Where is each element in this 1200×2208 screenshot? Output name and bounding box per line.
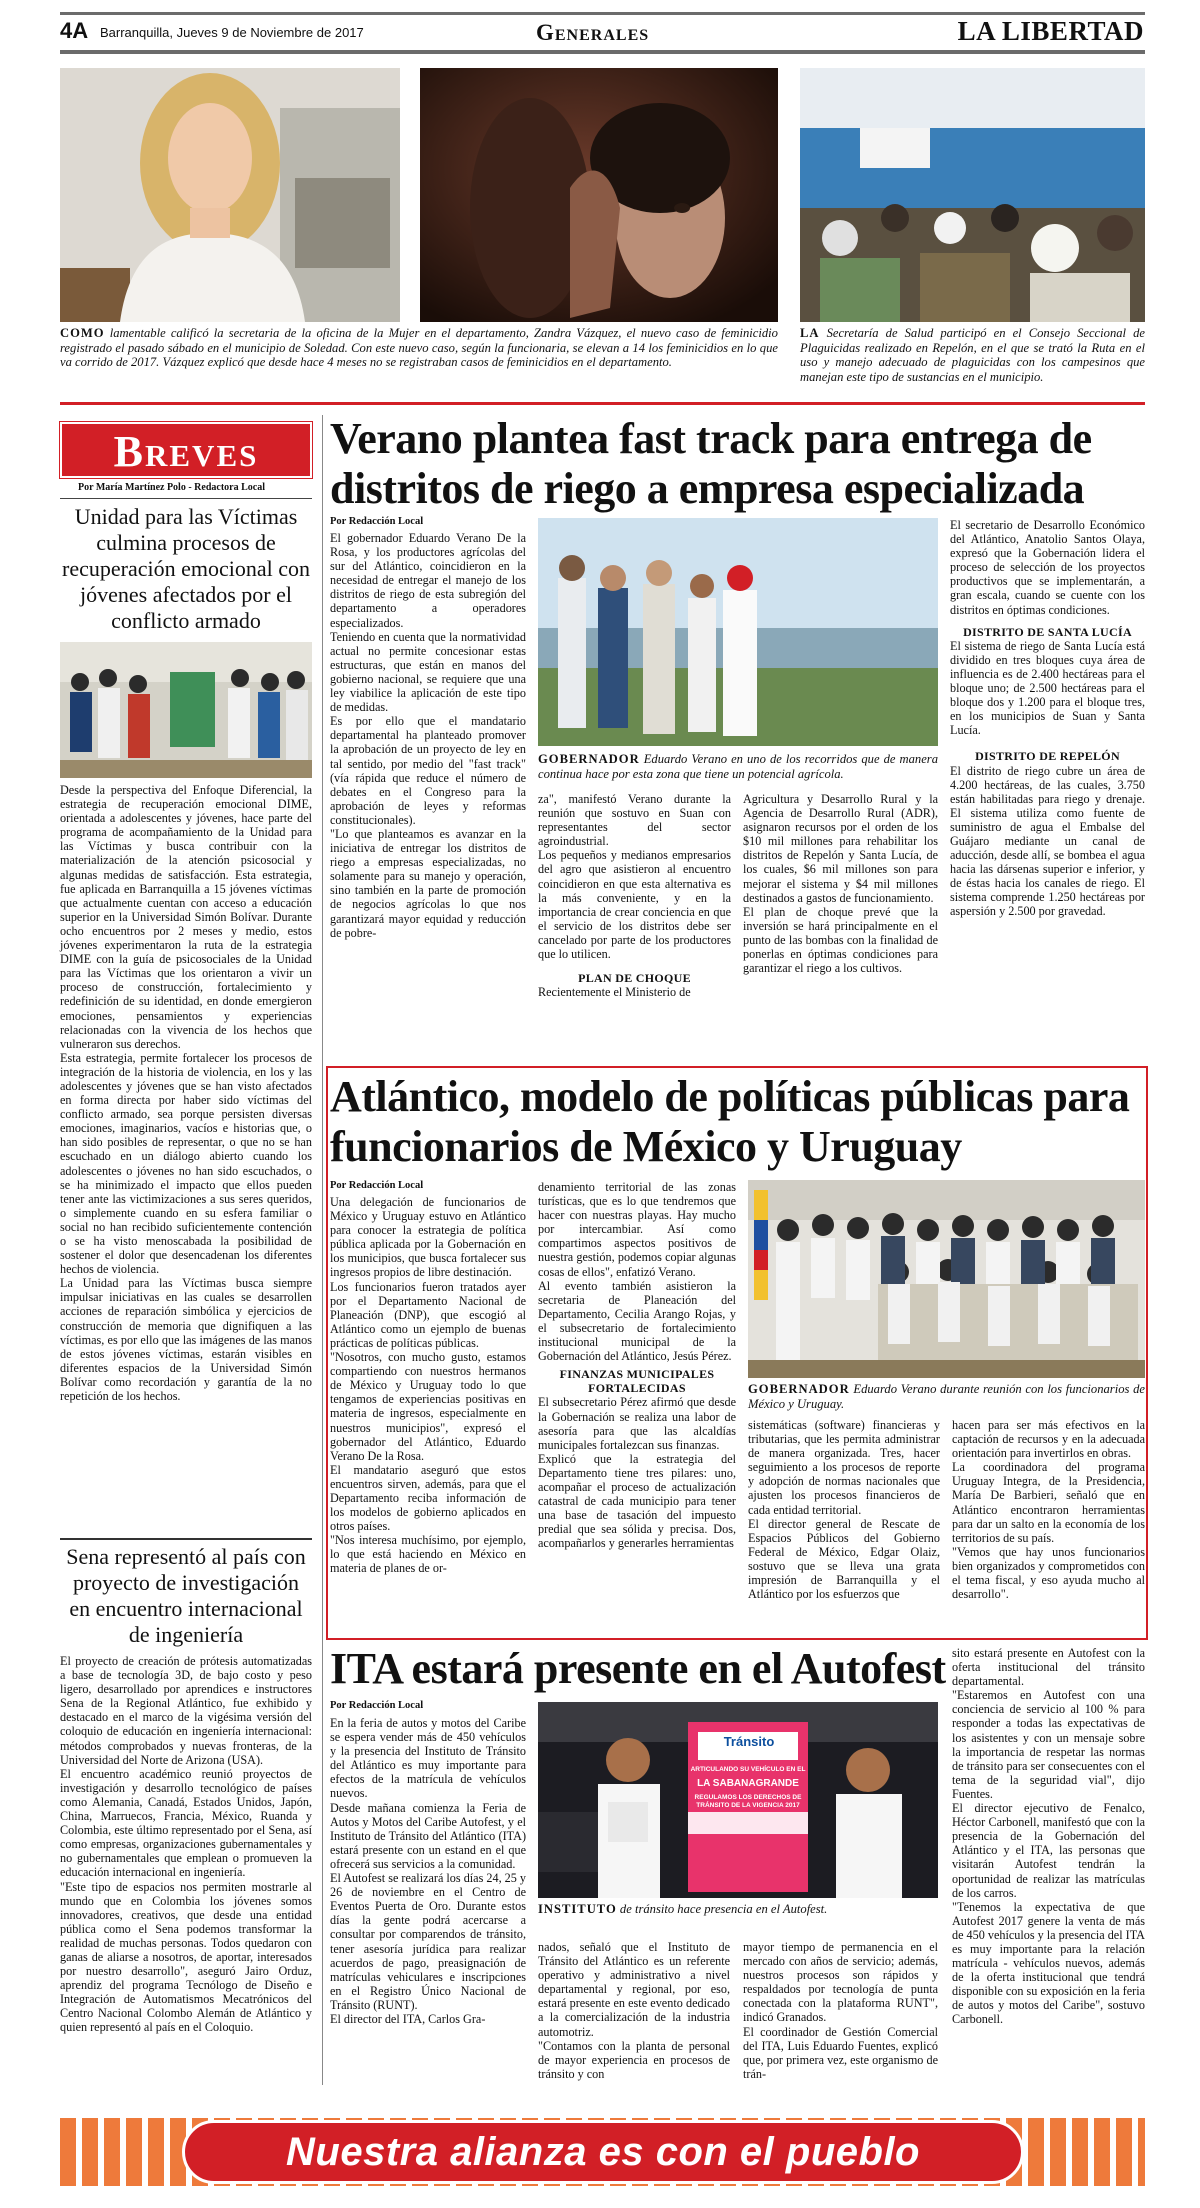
breves-banner <box>60 422 312 478</box>
sidebar-column-rule <box>322 415 323 2085</box>
banner-logo: Tránsito <box>723 1734 775 1749</box>
verano-byline: Por Redacción Local <box>330 516 424 527</box>
paragraph: La Unidad para las Víctimas busca siempre impulsar iniciativas en las cuales se desarrollen acciones de reparación simbólica y ejercicios de construcción de memoria que dignifiquen a las víctimas, es por ello que las imágenes de las manos de estos jóvenes víctimas, estarán visibles en diferentes espacios de la Universidad Simón Bolívar como recordación y garantía de la no repetición de los hechos. <box>60 1276 312 1404</box>
banner-line-3: REGULAMOS LOS DERECHOS DE <box>694 1794 802 1801</box>
paragraph: "Este tipo de espacios nos permiten mostrarle al mundo que en Colombia los jóvenes somos innovadores, creativos, que desde una entidad pública como el Sena podemos transformar la realidad de muchas personas. Todos quedaron con ganas de aliarse a nosotros, de aportar, interesados por nuestro desarrollo", aseguró Jairo Orduz, aprendiz del programa Tecnólogo de Diseño e Integración de Automatismos Mecatrónicos del Centro Nacional Colombo Alemán de Atlántico y quien representó al país en el Coloquio. <box>60 1879 312 2035</box>
ita-col-4: sito estará presente en Autofest con la oferta institucional del tránsito departamental. "Estaremos en Autofest con una conciencia de servicio al 100 % para responder a todas las expectativas de los asistentes y con un mensaje sobre la importancia de respetar las normas de tránsito para ser consecuentes con el tema de la seguridad vial", dijo Fuentes. El director ejecutivo de Fenalco, Héctor Carbonell, manifestó que con la presencia de la Gobernación del Atlántico y el ITA, las personas que visitarán Autofest tendrán la oportunidad de realizar las matrículas de los carros. "Tenemos la expectativa de que Autofest 2017 genere la venta de más de 450 vehículos y la presencia del ITA es muy importante para la relación matrícula - vehículos nuevos, además de la oferta institucional que tendrá disponible con su exposición en la feria de autos y motos del Caribe", sostuvo Carbonell. <box>952 1646 1145 2027</box>
ita-headline: ITA estará presente en el Autofest <box>330 1644 946 1693</box>
breves-divider <box>60 1538 312 1540</box>
breves-article-1 <box>60 783 312 1403</box>
caption-text: lamentable calificó la secretaria de la oficina de la Mujer en el departamento, Zandra Vázquez, el nuevo caso de feminicidio registrado el pasado sábado en el municipio de Soledad. Con este nuevo caso, según la funcionaria, se elevan a 14 los feminicidios en lo que va corrido de 2017. Vázquez explicó que desde hace 4 meses no se registraban casos de feminicidios en el departamento. <box>60 326 778 369</box>
paragraph: El sistema de riego de Santa Lucía está dividido en tres bloques cuya área de influencia es de 2.400 hectáreas para el bloque uno; de 2.500 hectáreas para el bloque dos y 1.200 para el bloque tres, en los municipios de Suan y Santa Lucía. <box>950 638 1145 738</box>
photo-verano-tour <box>538 518 938 746</box>
atlantico-photo-caption <box>748 1382 1145 1411</box>
photo-zandra-vazquez <box>60 68 400 322</box>
atlantico-col-3: sistemáticas (software) financieras y tributarias, que les permita administrar de manera organizada. Tres, hacer seguimiento a los procesos de reporte y adopción de normas nacionales que ajusten los procesos financieros de cada entidad territorial. El director general de Rescate de Espacios Públicos del Gobierno Federal de México, Edgar Olaiz, sostuvo que se lleva una grata impresión de Barranquilla y el Atlántico por los esfuerzos que <box>748 1418 940 1602</box>
caption-lead: COMO <box>60 326 105 340</box>
photo-plaguicidas-meeting <box>800 68 1145 322</box>
paragraph: za", manifestó Verano durante la reunión que sostuvo en Suan con representantes del sector agroindustrial. Los pequeños y medianos empresarios del agro que asistieron al encuentro coincidieron en que esta alternativa es la más conveniente, y en la importancia de crear conciencia en que el servicio de los distritos debe ser cancelado por parte de los productores que lo utilicen. <box>538 792 731 962</box>
caption-zandra <box>60 326 778 370</box>
paragraph: Desde la perspectiva del Enfoque Diferencial, la estrategia de recuperación emocional DIME, orientada a adolescentes y jóvenes, hace parte del programa de acompañamiento de la Unidad para las Víctimas y busca contribuir con la materialización de la atención psicosocial y algunas medidas de satisfacción. Esta estrategia, fue aplicada en Barranquilla a 15 jóvenes víctimas que actualmente cuentan con acceso a educación superior en la Universidad Simón Bolívar. Durante ocho encuentros por 2 meses y medio, estos jóvenes experimentaron la ruta de la estrategia DIME con la guía de psicosociales de la Unidad para las Víctimas que los orientaron a vivir un proceso de construcción, fortalecimiento y redefinición de su identidad, en donde emergieron emociones, pensamientos y experiencias relacionadas con la vivencia de los hechos que vulneraron sus derechos. <box>60 783 312 1051</box>
caption-text: Eduardo Verano en uno de los recorridos que de manera continua hace por esta zona que tiene un potencial agrícola. <box>538 752 938 781</box>
top-section-divider <box>60 402 1145 405</box>
verano-col-1: El gobernador Eduardo Verano De la Rosa, y los productores agrícolas del sur del Atlántico, coincidieron en la necesidad de entregar el manejo de los distritos de riego de esta subregión del departamento a operadores especializados. Teniendo en cuenta que la normatividad actual no permite concesionar estas estructuras, que están en manos del gobierno nacional, se requiere que una ley viabilice la aplicación de este tipo de medidas. Es por ello que el mandatario departamental ha planteado promover la aprobación de un proyecto de ley en tal sentido, por medio del "fast track" (vía rápida que reduce el número de debates en el Congreso para la aprobación de leyes y reformas constitucionales). "Lo que planteamos es avanzar en la iniciativa de entregar los distritos de riego a empresas especializadas, no solamente para su manejo y operación, sino también en la parte de promoción de negocios agrícolas lo que nos garantizará mayor equidad y reducción de pobre- <box>330 531 526 940</box>
caption-lead: LA <box>800 326 820 340</box>
caption-text: Secretaría de Salud participó en el Consejo Seccional de Plaguicidas realizado en Repelón, en el que se trató la Ruta en el uso y manejo adecuado de plaguicidas con los campesinos que manejan este tipo de sustancias en el municipio. <box>800 326 1145 384</box>
breves-title: Breves <box>113 427 259 476</box>
atlantico-byline: Por Redacción Local <box>330 1180 424 1191</box>
paragraph: denamiento territorial de las zonas turísticas, que es lo que tendremos que hacer con nuestras playas. Hay mucho por intercambiar. Así como compartimos aspectos positivos de nuestra gestión, podemos copiar algunas cosas de ellos", enfatizó Verano. Al evento también asistieron la secretaria de Planeación del Departamento, Cecilia Arango Rojas, y el subsecretario de fortalecimiento institucional municipal de la Gobernación del Atlántico, Jesús Pérez. <box>538 1180 736 1364</box>
atlantico-headline: Atlántico, modelo de políticas públicas para funcionarios de México y Uruguay <box>330 1072 1130 1171</box>
photo-victimas-youth <box>60 642 312 778</box>
subheading-santa-lucia: DISTRITO DE SANTA LUCÍA <box>963 624 1132 639</box>
group-photo-illustration <box>60 642 312 778</box>
breves-byline-rule <box>60 498 312 499</box>
ita-col-3: mayor tiempo de permanencia en el mercado con años de servicio; además, nuestros procesos son rápidos y respaldados por tecnología de punta conectada con la plataforma RUNT", indicó Granados. El coordinador de Gestión Comercial del ITA, Luis Eduardo Fuentes, explicó que, por primera vez, este organismo de trán- <box>743 1940 938 2081</box>
photo-feminicide <box>420 68 778 322</box>
breves-headline-2: Sena representó al país con proyecto de investigación en encuentro internacional de ingeniería <box>66 1544 306 1647</box>
caption-text: de tránsito hace presencia en el Autofest. <box>619 1902 828 1916</box>
caption-lead: GOBERNADOR <box>748 1382 850 1396</box>
subheading-finanzas: FINANZAS MUNICIPALES FORTALECIDAS <box>559 1367 715 1396</box>
paragraph: El encuentro académico reunió proyectos de investigación y desarrollo tecnológico de países como Alemania, Canadá, Estados Unidos, Japón, China, Marruecos, Francia, México, Ruanda y Colombia, este último representado por el Sena, así como empresas, organizaciones gubernamentales y no gubernamentales que emplean o promueven la educación internacional en ingeniería. <box>60 1766 312 1880</box>
field-visit-illustration <box>538 518 938 746</box>
caption-lead: INSTITUTO <box>538 1902 617 1916</box>
verano-col-4 <box>950 518 1145 919</box>
caption-lead: GOBERNADOR <box>538 752 640 766</box>
woman-hand-illustration <box>420 68 778 322</box>
banner-line-4: TRÁNSITO DE LA VIGENCIA 2017 <box>696 1802 800 1809</box>
section-name: Generales <box>536 20 650 45</box>
verano-col-2 <box>538 792 731 999</box>
banner-line-2: LA SABANAGRANDE <box>697 1778 799 1789</box>
breves-byline: Por María Martínez Polo - Redactora Local <box>78 482 265 493</box>
ita-byline: Por Redacción Local <box>330 1700 424 1711</box>
paragraph: El secretario de Desarrollo Económico del Atlántico, Anatolio Santos Olaya, expresó que la Gobernación lidera el proceso de selección de los proyectos productivos que se implementarán, a gran escala, cuando se cuente con los distritos en óptimas condiciones. <box>950 518 1145 617</box>
paragraph: Esta estrategia, permite fortalecer los procesos de integración de la historia de violencia, en los y las adolescentes y jóvenes que se han visto afectados en forma directa por haber sido víctimas del conflicto armado, sea porque persisten diversas emociones, imaginarios, vacíos e historias que, o han sido posibles de representar, o que no se han escuchado en un diálogo abierto cuando los adolescentes o jóvenes no han sido escuchados, o se ha minimizado el impacto que ellos pueden tener ante las victimizaciones a sus seres queridos, o simplemente cuando en su esfera familiar o social no han recibido suficientemente contención o se ha visto menoscabada la posibilidad de sostener el dolor que desencadenan los diferentes hechos de violencia. <box>60 1050 312 1277</box>
paragraph: Recientemente el Ministerio de <box>538 985 691 1000</box>
caption-text: Eduardo Verano durante reunión con los funcionarios de México y Uruguay. <box>748 1382 1145 1411</box>
header-top-rule <box>60 12 1145 15</box>
atlantico-col-2 <box>538 1180 736 1550</box>
subheading-plan-de-choque: PLAN DE CHOQUE <box>578 971 691 986</box>
newspaper-brand: LA LIBERTAD <box>957 16 1144 46</box>
paragraph: El subsecretario Pérez afirmó que desde la Gobernación se realiza una labor de asesoría para que las alcaldías municipales fortalezcan sus finanzas. Explicó que la estrategia del Departamento tiene tres pilares: uno, acompañar el proceso de actualización catastral de cada municipio para tener una base de tasación del impuesto predial que sea sólida y precisa. Dos, acompañarlos y generarles herramientas <box>538 1395 736 1551</box>
subheading-repelon: DISTRITO DE REPELÓN <box>975 749 1120 764</box>
header-bottom-rule <box>60 50 1145 54</box>
page-number: 4A <box>60 18 89 43</box>
meeting-illustration <box>800 68 1145 322</box>
atlantico-col-1: Una delegación de funcionarios de México y Uruguay estuvo en Atlántico para conocer la estrategia de política pública aplicada por la Gobernación en los municipios, que busca fortalecer sus ingresos propios de libre destinación. Los funcionarios fueron tratados ayer por el Departamento Nacional de Planeación (DNP), que escogió al Atlántico como un ejemplo de buenas prácticas de políticas públicas. "Nosotros, con mucho gusto, estamos compartiendo con nuestros hermanos de México y Uruguay todo lo que tengamos de experiencias positivas en materia de ingresos, especialmente en nuestros municipios", expresó el gobernador del Atlántico, Eduardo Verano De la Rosa. El mandatario aseguró que estos encuentros sirven, además, para que el Departamento reciba información de los modelos de gobierno aplicados en otros países. "Nos interesa muchísimo, por ejemplo, lo que está haciendo en México en materia de planes de or- <box>330 1195 526 1576</box>
breves-headline-1: Unidad para las Víctimas culmina procesos de recuperación emocional con jóvenes afectados por el conflicto armado <box>62 504 310 633</box>
paragraph: El distrito de riego cubre un área de 4.200 hectáreas, de las cuales, 3.750 están habilitadas para riego y drenaje. El sistema utiliza como fuente de suministro de agua el Embalse del Guájaro mediante un canal de aducción, desde allí, se bombea el agua hacia las dársenas superior e inferior, y de éstas hacia los canales de riego. El sistema comprende 1.250 hectáreas por aspersión y 2.500 por gravedad. <box>950 763 1145 919</box>
ita-col-1: En la feria de autos y motos del Caribe se espera vender más de 450 vehículos y la presencia del Instituto de Tránsito del Atlántico es muy importante para efectos de la matrícula de vehículos nuevos. Desde mañana comienza la Feria de Autos y Motos del Caribe Autofest, y el Instituto de Tránsito del Atlántico (ITA) estará presente con un estand en el que ofrecerá sus servicios a la comunidad. El Autofest se realizará los días 24, 25 y 26 de noviembre en el Centro de Eventos Puerta de Oro. Durante estos días la gente podrá acercarse a consultar por comparendos de tránsito, tener asesoría jurídica para realizar acuerdos de pago, preasignación de matrículas vehiculares e inscripciones en el Registro Único Nacional de Tránsito (RUNT). El director del ITA, Carlos Gra- <box>330 1716 526 2026</box>
ita-col-2: nados, señaló que el Instituto de Tránsito del Atlántico es un referente operativo y administrativo a nivel departamental y regional, por eso, estará presente en este evento dedicado a la comercialización de la industria automotriz. "Contamos con la planta de personal de mayor experiencia en procesos de tránsito y con <box>538 1940 730 2081</box>
photo-delegation <box>748 1180 1145 1378</box>
portrait-illustration <box>60 68 400 322</box>
delegation-group-illustration <box>748 1180 1145 1378</box>
paragraph: El proyecto de creación de prótesis automatizadas a base de tecnología 3D, de bajo costo y peso ligero, desarrollado por aprendices e instructores Sena de la Regional Atlántico, fue exhibido y destacado en el marco de la vigésima versión del coloquio de educación en ingeniería internacional: métodos comprobados y nuevas fronteras, de la Universidad del Norte de Arizona (USA). <box>60 1654 312 1767</box>
breves-article-2 <box>60 1654 312 2035</box>
issue-date: Barranquilla, Jueves 9 de Noviembre de 2017 <box>100 25 364 40</box>
atlantico-col-4: hacen para ser más efectivos en la captación de recursos y en la adecuada orientación para invertirlos en obras. La coordinadora del programa Uruguay Integra, de la Presidencia, María De Barbieri, señaló que en Atlántico encontraron herramientas para dar un salto en la economía de los territorios de su país. "Vemos que hay unos funcionarios bien organizados y comprometidos con el tema fiscal, y eso ayuda mucho al desarrollo". <box>952 1418 1145 1602</box>
verano-photo-caption <box>538 752 938 781</box>
photo-ita-autofest <box>538 1702 938 1898</box>
verano-col-3: Agricultura y Desarrollo Rural y la Agencia de Desarrollo Rural (ADR), asignaron recursos por el orden de los $10 mil millones para rehabilitar los distritos de Repelón y Santa Lucía, de los cuales, $6 mil millones son para mejorar el sistema y $4 mil millones destinados a gastos de funcionamiento. El plan de choque prevé que la inversión se hará principalmente en el punto de las bombas con la finalidad de ponerlas en óptimas condiciones para garantizar el riego a los cultivos. <box>743 792 938 976</box>
footer-slogan: Nuestra alianza es con el pueblo <box>286 2130 920 2174</box>
footer-slogan-pill <box>182 2120 1024 2184</box>
caption-plaguicidas <box>800 326 1145 384</box>
ita-photo-caption <box>538 1902 938 1917</box>
verano-headline: Verano plantea fast track para entrega de distritos de riego a empresa especializada <box>330 414 1092 513</box>
banner-line-1: ARTICULANDO SU VEHÍCULO EN EL <box>690 1766 806 1773</box>
